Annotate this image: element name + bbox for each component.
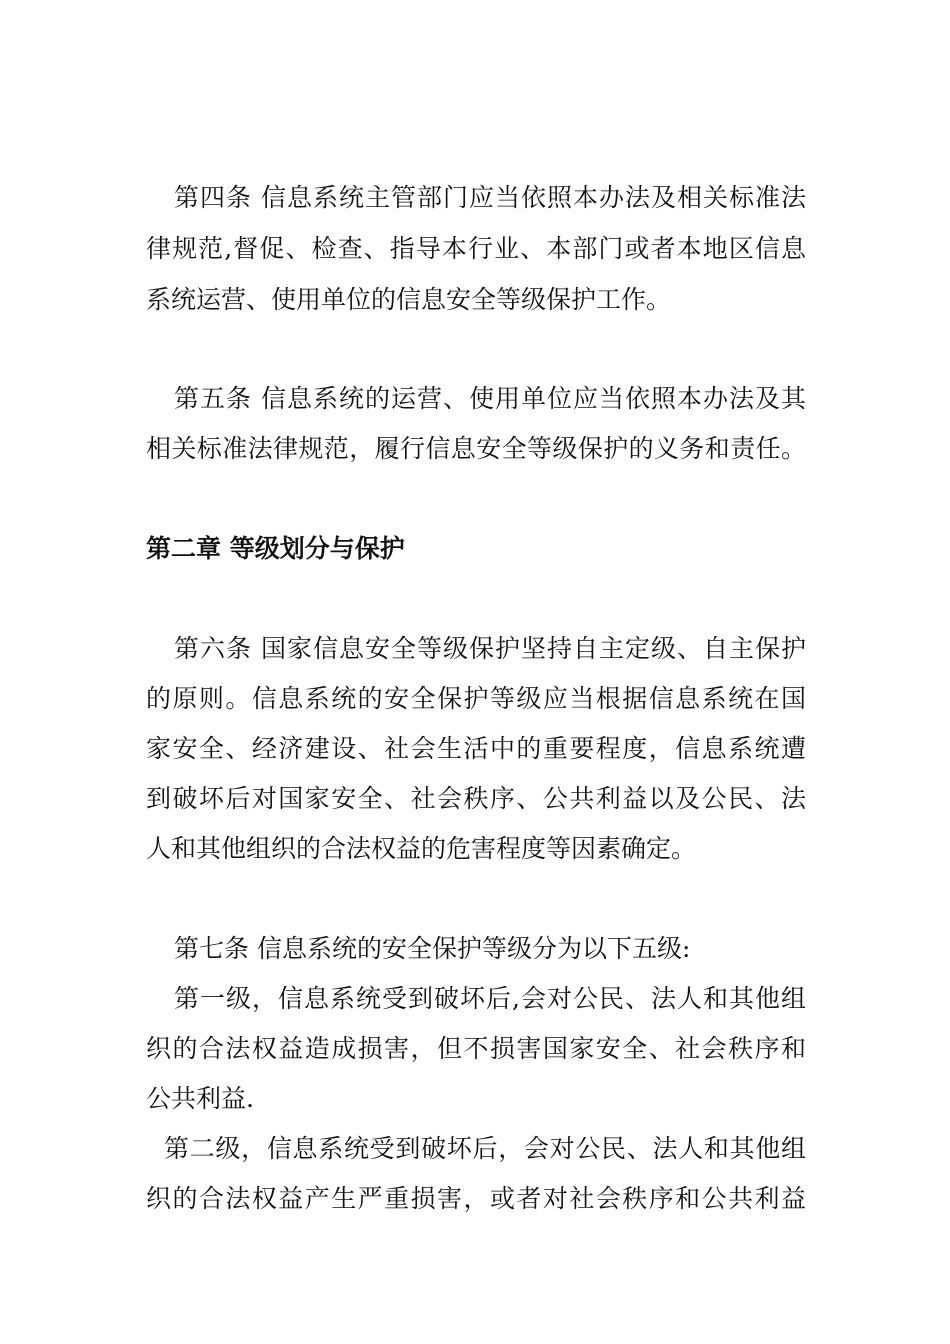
article-4-line-3: 系统运营、使用单位的信息安全等级保护工作。 [146, 285, 672, 314]
article-6-line-5: 人和其他组织的合法权益的危害程度等因素确定。 [146, 834, 697, 863]
article-6-line-2: 的原则。信息系统的安全保护等级应当根据信息系统在国 [146, 684, 806, 713]
level-2-line-2: 织的合法权益产生严重损害，或者对社会秩序和公共利益 [146, 1184, 806, 1213]
article-6-line-3: 家安全、经济建设、社会生活中的重要程度，信息系统遭 [146, 734, 806, 763]
article-5-line-2: 相关标准法律规范，履行信息安全等级保护的义务和责任。 [146, 434, 806, 463]
article-4-line-1: 第四条 信息系统主管部门应当依照本办法及相关标准法 [174, 183, 806, 212]
chapter-2-heading: 第二章 等级划分与保护 [146, 534, 405, 563]
article-7-line-1: 第七条 信息系统的安全保护等级分为以下五级: [174, 934, 691, 963]
article-6-line-1: 第六条 国家信息安全等级保护坚持自主定级、自主保护 [174, 634, 806, 663]
level-1-line-3: 公共利益. [146, 1084, 254, 1113]
level-1-line-2: 织的合法权益造成损害，但不损害国家安全、社会秩序和 [146, 1034, 806, 1063]
level-2-line-1: 第二级，信息系统受到破坏后，会对公民、法人和其他组 [164, 1134, 806, 1163]
level-1-line-1: 第一级，信息系统受到破坏后,会对公民、法人和其他组 [174, 984, 806, 1013]
article-6-line-4: 到破坏后对国家安全、社会秩序、公共利益以及公民、法 [146, 784, 806, 813]
article-5-line-1: 第五条 信息系统的运营、使用单位应当依照本办法及其 [174, 384, 806, 413]
article-4-line-2: 律规范,督促、检查、指导本行业、本部门或者本地区信息 [146, 234, 806, 263]
